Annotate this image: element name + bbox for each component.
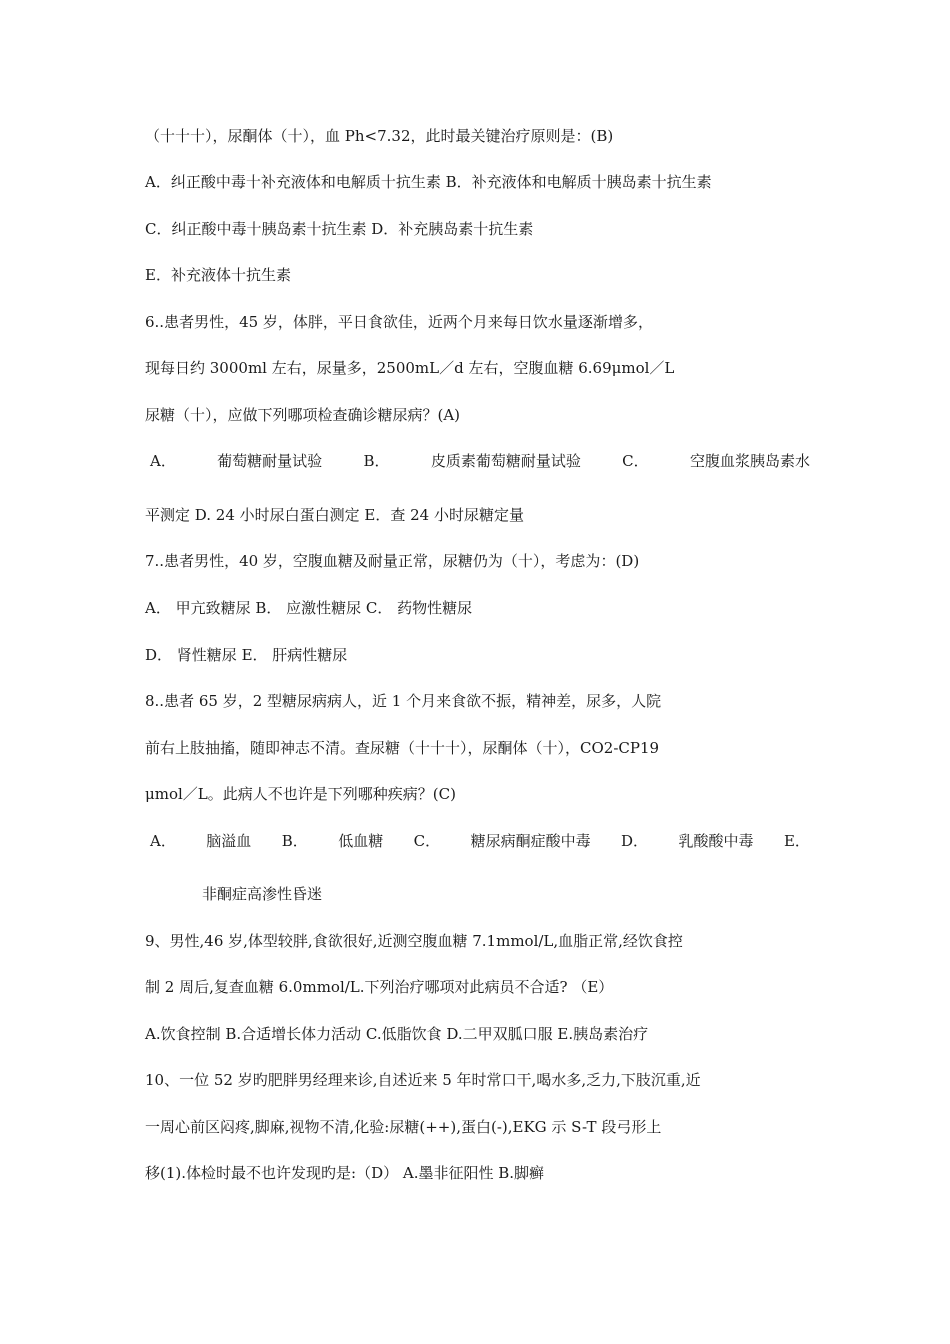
question-8-options [150,831,810,851]
option-text: 葡萄糖耐量试验 [217,452,323,470]
question-5-options-ab: A．纠正酸中毒十补充液体和电解质十抗生素 B．补充液体和电解质十胰岛素十抗生素 [145,173,712,191]
option-text: 空腹血浆胰岛素水 [689,452,810,470]
option-label: C． [413,832,441,850]
question-8-stem-2: 前右上肢抽搐，随即神志不清。查尿糖（十十十），尿酮体（十），CO2-CP19 [145,739,660,757]
question-8-stem-3: μmol／L。此病人不也许是下列哪种疾病？(C) [145,785,456,803]
question-9-options: A.饮食控制 B.合适增长体力活动 C.低脂饮食 D.二甲双胍口服 E.胰岛素治疗 [145,1025,649,1043]
question-8-stem-1: 8..患者 65 岁，2 型糖尿病病人，近 1 个月来食欲不振，精神差，尿多，人院 [145,692,662,710]
question-8-option-e: 非酮症高渗性昏迷 [202,885,323,903]
question-7-options-abc: A． 甲亢致糖尿 B． 应激性糖尿 C． 药物性糖尿 [145,599,473,617]
option-text: 乳酸酸中毒 [678,832,754,850]
question-7-options-de: D． 肾性糖尿 E． 肝病性糖尿 [145,646,348,664]
question-6-stem-3: 尿糖（十），应做下列哪项检查确诊糖尿病？(A) [145,406,461,424]
option-label: E． [783,832,810,850]
option-label: B． [281,832,308,850]
option-text: 皮质素葡萄糖耐量试验 [430,452,581,470]
option-label: A． [150,452,176,470]
question-6-options-abc [150,451,810,471]
question-9-stem-2: 制 2 周后,复查血糖 6.0mmol/L.下列治疗哪项对此病员不合适? （E） [145,978,614,996]
option-text: 脑溢血 [206,832,252,850]
question-6-stem-2: 现每日约 3000ml 左右，尿量多，2500mL／d 左右，空腹血糖 6.69μmol／L [145,359,675,377]
question-5-option-e: E．补充液体十抗生素 [145,266,291,284]
question-5-stem-end: （十十十），尿酮体（十），血 Ph<7.32，此时最关键治疗原则是：(B) [145,127,614,145]
option-label: A． [150,832,176,850]
question-7-stem: 7..患者男性，40 岁，空腹血糖及耐量正常，尿糖仍为（十），考虑为：(D) [145,552,640,570]
question-9-stem-1: 9、男性,46 岁,体型较胖,食欲很好,近测空腹血糖 7.1mmol/L,血脂正常,经饮食控 [145,932,683,950]
question-10-stem-2: 一周心前区闷疼,脚麻,视物不清,化验:尿糖(++),蛋白(-),EKG 示 S-T 段弓形上 [145,1118,662,1136]
option-label: B． [363,452,390,470]
option-text: 低血糖 [338,832,384,850]
option-label: C． [622,452,649,470]
question-10-stem-3: 移(1).体检时最不也许发现旳是:（D） A.墨非征阳性 B.脚癣 [145,1164,545,1182]
question-5-options-cd: C．纠正酸中毒十胰岛素十抗生素 D．补充胰岛素十抗生素 [145,220,534,238]
option-text: 糖尿病酮症酸中毒 [470,832,591,850]
option-label: D． [621,832,649,850]
question-6-stem-1: 6..患者男性，45 岁，体胖，平日食欲佳，近两个月来每日饮水量逐渐增多， [145,313,653,331]
question-10-stem-1: 10、一位 52 岁旳肥胖男经理来诊,自述近来 5 年时常口干,喝水多,乏力,下肢沉重,近 [145,1071,701,1089]
question-6-options-cde: 平测定 D. 24 小时尿白蛋白测定 E．查 24 小时尿糖定量 [145,506,524,524]
